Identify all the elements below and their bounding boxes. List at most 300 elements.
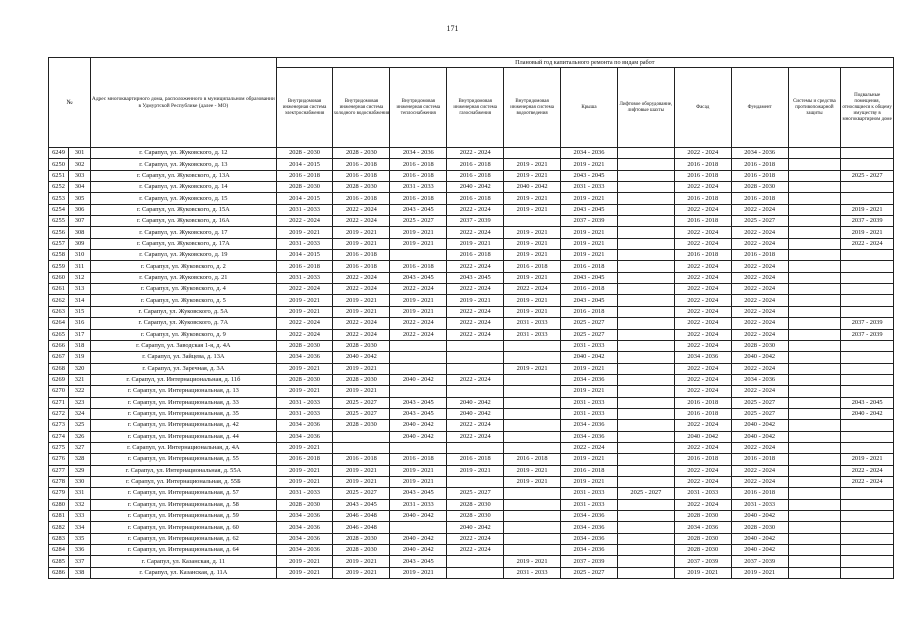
row-index: 323 xyxy=(69,397,91,408)
page-number: 171 xyxy=(446,24,459,33)
row-index: 317 xyxy=(69,329,91,340)
cell-electricity: 2028 - 2030 xyxy=(276,182,333,193)
row-address: г. Сарапул, ул. Жуковского, д. 14 xyxy=(91,182,276,193)
row-index: 324 xyxy=(69,408,91,419)
row-index: 316 xyxy=(69,318,91,329)
cell-fire xyxy=(788,386,841,397)
cell-premises xyxy=(841,567,894,578)
table-row xyxy=(49,408,894,419)
cell-drainage xyxy=(504,374,561,385)
cell-premises xyxy=(841,340,894,351)
cell-electricity: 2019 - 2021 xyxy=(276,386,333,397)
cell-gas xyxy=(447,340,504,351)
table-row xyxy=(49,363,894,374)
cell-foundation: 2022 - 2024 xyxy=(731,465,788,476)
row-index: 308 xyxy=(69,227,91,238)
cell-gas: 2019 - 2021 xyxy=(447,238,504,249)
cell-cold-water: 2022 - 2024 xyxy=(333,272,390,283)
cell-drainage xyxy=(504,216,561,227)
cell-foundation: 2037 - 2039 xyxy=(731,556,788,567)
table-row xyxy=(49,329,894,340)
cell-heat: 2040 - 2042 xyxy=(390,533,447,544)
row-address: г. Сарапул, ул. Интернациональная, д. 57 xyxy=(91,488,276,499)
cell-facade: 2028 - 2030 xyxy=(674,511,731,522)
cell-elevator xyxy=(617,238,674,249)
row-address: г. Сарапул, ул. Интернациональная, д. 13 xyxy=(91,386,276,397)
row-index: 320 xyxy=(69,363,91,374)
cell-heat: 2040 - 2042 xyxy=(390,545,447,556)
cell-facade: 2028 - 2030 xyxy=(674,545,731,556)
cell-gas: 2016 - 2018 xyxy=(447,193,504,204)
cell-drainage xyxy=(504,352,561,363)
cell-fire xyxy=(788,250,841,261)
cell-roof: 2034 - 2036 xyxy=(561,511,618,522)
cell-gas: 2022 - 2024 xyxy=(447,148,504,159)
cell-facade: 2031 - 2033 xyxy=(674,488,731,499)
cell-facade: 2028 - 2030 xyxy=(674,533,731,544)
row-number: 6266 xyxy=(49,340,69,351)
cell-drainage xyxy=(504,420,561,431)
cell-gas: 2016 - 2018 xyxy=(447,159,504,170)
cell-gas: 2022 - 2024 xyxy=(447,261,504,272)
cell-premises: 2022 - 2024 xyxy=(841,465,894,476)
row-index: 301 xyxy=(69,148,91,159)
row-number: 6259 xyxy=(49,261,69,272)
cell-cold-water: 2043 - 2045 xyxy=(333,499,390,510)
row-number: 6270 xyxy=(49,386,69,397)
cell-drainage xyxy=(504,148,561,159)
column-header-elevator: Лифтовое оборудование, лифтовые шахты xyxy=(617,68,674,148)
cell-elevator xyxy=(617,204,674,215)
cell-heat: 2016 - 2018 xyxy=(390,261,447,272)
cell-cold-water: 2019 - 2021 xyxy=(333,306,390,317)
row-number: 6276 xyxy=(49,454,69,465)
cell-foundation: 2022 - 2024 xyxy=(731,318,788,329)
cell-cold-water: 2022 - 2024 xyxy=(333,204,390,215)
table-row xyxy=(49,182,894,193)
cell-elevator xyxy=(617,170,674,181)
cell-fire xyxy=(788,306,841,317)
cell-electricity: 2028 - 2030 xyxy=(276,499,333,510)
cell-gas: 2040 - 2042 xyxy=(447,522,504,533)
cell-electricity: 2019 - 2021 xyxy=(276,476,333,487)
cell-roof: 2034 - 2036 xyxy=(561,533,618,544)
cell-electricity: 2031 - 2033 xyxy=(276,397,333,408)
cell-cold-water: 2040 - 2042 xyxy=(333,352,390,363)
cell-facade: 2016 - 2018 xyxy=(674,250,731,261)
cell-fire xyxy=(788,465,841,476)
cell-heat xyxy=(390,340,447,351)
cell-premises xyxy=(841,556,894,567)
cell-foundation: 2016 - 2018 xyxy=(731,250,788,261)
row-address: г. Сарапул, ул. Жуковского, д. 15А xyxy=(91,204,276,215)
cell-foundation: 2022 - 2024 xyxy=(731,272,788,283)
cell-premises xyxy=(841,272,894,283)
cell-foundation: 2022 - 2024 xyxy=(731,329,788,340)
row-number: 6286 xyxy=(49,567,69,578)
cell-roof: 2034 - 2036 xyxy=(561,431,618,442)
cell-electricity: 2034 - 2036 xyxy=(276,352,333,363)
cell-facade: 2022 - 2024 xyxy=(674,238,731,249)
cell-roof: 2034 - 2036 xyxy=(561,420,618,431)
cell-cold-water: 2022 - 2024 xyxy=(333,318,390,329)
cell-elevator xyxy=(617,511,674,522)
cell-drainage: 2022 - 2024 xyxy=(504,284,561,295)
row-index: 304 xyxy=(69,182,91,193)
row-index: 330 xyxy=(69,476,91,487)
row-number: 6261 xyxy=(49,284,69,295)
cell-elevator xyxy=(617,182,674,193)
cell-roof: 2034 - 2036 xyxy=(561,148,618,159)
row-index: 310 xyxy=(69,250,91,261)
cell-foundation: 2028 - 2030 xyxy=(731,182,788,193)
row-number: 6258 xyxy=(49,250,69,261)
cell-facade: 2016 - 2018 xyxy=(674,193,731,204)
row-address: г. Сарапул, ул. Казанская, д. 11А xyxy=(91,567,276,578)
cell-fire xyxy=(788,556,841,567)
cell-foundation: 2040 - 2042 xyxy=(731,431,788,442)
row-address: г. Сарапул, ул. Жуковского, д. 12 xyxy=(91,148,276,159)
cell-drainage: 2019 - 2021 xyxy=(504,556,561,567)
cell-elevator xyxy=(617,306,674,317)
cell-roof: 2019 - 2021 xyxy=(561,454,618,465)
cell-premises: 2037 - 2039 xyxy=(841,318,894,329)
table-row xyxy=(49,250,894,261)
row-address: г. Сарапул, ул. Интернациональная, д. 55 xyxy=(91,454,276,465)
column-header-fire: Системы и средства противопожарной защиты xyxy=(788,68,841,148)
cell-premises xyxy=(841,261,894,272)
table-row xyxy=(49,442,894,453)
cell-foundation: 2022 - 2024 xyxy=(731,386,788,397)
cell-heat: 2019 - 2021 xyxy=(390,465,447,476)
cell-gas: 2022 - 2024 xyxy=(447,318,504,329)
cell-electricity: 2016 - 2018 xyxy=(276,454,333,465)
table-row xyxy=(49,352,894,363)
row-address: г. Сарапул, ул. Жуковского, д. 4 xyxy=(91,284,276,295)
cell-electricity: 2034 - 2036 xyxy=(276,431,333,442)
cell-cold-water: 2019 - 2021 xyxy=(333,295,390,306)
cell-drainage xyxy=(504,340,561,351)
cell-premises: 2037 - 2039 xyxy=(841,216,894,227)
cell-heat: 2043 - 2045 xyxy=(390,272,447,283)
cell-fire xyxy=(788,408,841,419)
cell-roof: 2043 - 2045 xyxy=(561,204,618,215)
row-address: г. Сарапул, ул. Интернациональная, д. 60 xyxy=(91,522,276,533)
cell-facade: 2022 - 2024 xyxy=(674,261,731,272)
cell-roof: 2016 - 2018 xyxy=(561,306,618,317)
table-row xyxy=(49,556,894,567)
cell-electricity: 2014 - 2015 xyxy=(276,250,333,261)
table-row xyxy=(49,238,894,249)
row-index: 326 xyxy=(69,431,91,442)
row-index: 331 xyxy=(69,488,91,499)
cell-electricity: 2028 - 2030 xyxy=(276,340,333,351)
cell-fire xyxy=(788,193,841,204)
row-number: 6268 xyxy=(49,363,69,374)
cell-facade: 2016 - 2018 xyxy=(674,170,731,181)
cell-facade: 2037 - 2039 xyxy=(674,556,731,567)
cell-foundation: 2028 - 2030 xyxy=(731,340,788,351)
cell-electricity: 2016 - 2018 xyxy=(276,261,333,272)
cell-fire xyxy=(788,522,841,533)
cell-elevator xyxy=(617,545,674,556)
cell-drainage xyxy=(504,397,561,408)
cell-elevator xyxy=(617,284,674,295)
row-index: 329 xyxy=(69,465,91,476)
row-number: 6269 xyxy=(49,374,69,385)
cell-drainage: 2040 - 2042 xyxy=(504,182,561,193)
cell-premises: 2022 - 2024 xyxy=(841,476,894,487)
cell-gas: 2025 - 2027 xyxy=(447,488,504,499)
cell-foundation: 2019 - 2021 xyxy=(731,567,788,578)
cell-elevator xyxy=(617,318,674,329)
cell-elevator xyxy=(617,250,674,261)
cell-electricity: 2014 - 2015 xyxy=(276,159,333,170)
cell-gas xyxy=(447,363,504,374)
table-row xyxy=(49,261,894,272)
cell-premises xyxy=(841,533,894,544)
row-address: г. Сарапул, ул. Жуковского, д. 9 xyxy=(91,329,276,340)
cell-gas: 2016 - 2018 xyxy=(447,250,504,261)
cell-fire xyxy=(788,182,841,193)
cell-facade: 2016 - 2018 xyxy=(674,159,731,170)
cell-elevator xyxy=(617,148,674,159)
cell-roof: 2037 - 2039 xyxy=(561,216,618,227)
cell-elevator xyxy=(617,193,674,204)
cell-fire xyxy=(788,170,841,181)
cell-cold-water: 2019 - 2021 xyxy=(333,465,390,476)
row-address: г. Сарапул, ул. Жуковского, д. 7А xyxy=(91,318,276,329)
cell-heat: 2019 - 2021 xyxy=(390,306,447,317)
cell-gas: 2022 - 2024 xyxy=(447,533,504,544)
row-index: 333 xyxy=(69,511,91,522)
cell-roof: 2040 - 2042 xyxy=(561,352,618,363)
cell-premises xyxy=(841,159,894,170)
table-row xyxy=(49,386,894,397)
cell-drainage: 2019 - 2021 xyxy=(504,227,561,238)
table-row xyxy=(49,511,894,522)
cell-elevator xyxy=(617,340,674,351)
cell-cold-water: 2022 - 2024 xyxy=(333,216,390,227)
cell-electricity: 2034 - 2036 xyxy=(276,545,333,556)
cell-fire xyxy=(788,397,841,408)
cell-elevator xyxy=(617,476,674,487)
column-header-electricity: Внутридомовая инженерная система электроснабжения xyxy=(276,68,333,148)
cell-gas: 2019 - 2021 xyxy=(447,295,504,306)
cell-drainage xyxy=(504,499,561,510)
cell-facade: 2034 - 2036 xyxy=(674,352,731,363)
cell-fire xyxy=(788,533,841,544)
cell-premises xyxy=(841,442,894,453)
cell-elevator xyxy=(617,329,674,340)
cell-heat: 2043 - 2045 xyxy=(390,204,447,215)
cell-drainage xyxy=(504,431,561,442)
cell-heat xyxy=(390,250,447,261)
cell-cold-water: 2028 - 2030 xyxy=(333,182,390,193)
cell-drainage: 2019 - 2021 xyxy=(504,295,561,306)
cell-premises xyxy=(841,250,894,261)
cell-gas: 2040 - 2042 xyxy=(447,397,504,408)
cell-heat: 2019 - 2021 xyxy=(390,238,447,249)
cell-gas xyxy=(447,352,504,363)
row-index: 311 xyxy=(69,261,91,272)
cell-gas: 2022 - 2024 xyxy=(447,545,504,556)
cell-fire xyxy=(788,329,841,340)
cell-facade: 2022 - 2024 xyxy=(674,363,731,374)
cell-gas: 2019 - 2021 xyxy=(447,465,504,476)
row-number: 6257 xyxy=(49,238,69,249)
cell-cold-water: 2016 - 2018 xyxy=(333,261,390,272)
cell-foundation: 2022 - 2024 xyxy=(731,306,788,317)
cell-drainage: 2031 - 2033 xyxy=(504,567,561,578)
cell-electricity: 2031 - 2033 xyxy=(276,204,333,215)
cell-cold-water: 2019 - 2021 xyxy=(333,556,390,567)
row-address: г. Сарапул, ул. Интернациональная, д. 42 xyxy=(91,420,276,431)
cell-foundation: 2022 - 2024 xyxy=(731,476,788,487)
row-address: г. Сарапул, ул. Жуковского, д. 5А xyxy=(91,306,276,317)
row-address: г. Сарапул, ул. Зайцева, д. 13А xyxy=(91,352,276,363)
row-address: г. Сарапул, ул. Жуковского, д. 13 xyxy=(91,159,276,170)
row-index: 321 xyxy=(69,374,91,385)
cell-heat: 2019 - 2021 xyxy=(390,295,447,306)
row-index: 327 xyxy=(69,442,91,453)
cell-roof: 2016 - 2018 xyxy=(561,465,618,476)
row-number: 6283 xyxy=(49,533,69,544)
cell-electricity: 2022 - 2024 xyxy=(276,216,333,227)
row-index: 318 xyxy=(69,340,91,351)
cell-fire xyxy=(788,295,841,306)
cell-electricity: 2019 - 2021 xyxy=(276,442,333,453)
cell-elevator xyxy=(617,533,674,544)
cell-facade: 2022 - 2024 xyxy=(674,499,731,510)
cell-foundation: 2034 - 2036 xyxy=(731,374,788,385)
cell-foundation: 2022 - 2024 xyxy=(731,238,788,249)
cell-heat: 2022 - 2024 xyxy=(390,318,447,329)
cell-facade: 2022 - 2024 xyxy=(674,227,731,238)
row-number: 6264 xyxy=(49,318,69,329)
cell-cold-water: 2016 - 2018 xyxy=(333,250,390,261)
table-row xyxy=(49,216,894,227)
cell-fire xyxy=(788,227,841,238)
row-number: 6284 xyxy=(49,545,69,556)
cell-gas: 2022 - 2024 xyxy=(447,329,504,340)
cell-roof: 2019 - 2021 xyxy=(561,363,618,374)
cell-elevator xyxy=(617,374,674,385)
row-index: 336 xyxy=(69,545,91,556)
row-address: г. Сарапул, ул. Интернациональная, д. 44 xyxy=(91,431,276,442)
cell-foundation: 2016 - 2018 xyxy=(731,193,788,204)
cell-cold-water: 2016 - 2018 xyxy=(333,454,390,465)
cell-roof: 2016 - 2018 xyxy=(561,261,618,272)
row-number: 6265 xyxy=(49,329,69,340)
cell-facade: 2040 - 2042 xyxy=(674,431,731,442)
cell-electricity: 2022 - 2024 xyxy=(276,329,333,340)
cell-gas: 2028 - 2030 xyxy=(447,499,504,510)
row-address: г. Сарапул, ул. Жуковского, д. 2 xyxy=(91,261,276,272)
column-header-premises: Подвальные помещения, относящиеся к общему имуществу в многоквартирном доме xyxy=(841,68,894,148)
row-number: 6250 xyxy=(49,159,69,170)
column-header-drainage: Внутридомовая инженерная система водоотведения xyxy=(504,68,561,148)
table-row xyxy=(49,454,894,465)
row-number: 6274 xyxy=(49,431,69,442)
cell-facade: 2022 - 2024 xyxy=(674,420,731,431)
cell-drainage: 2016 - 2018 xyxy=(504,454,561,465)
cell-gas xyxy=(447,567,504,578)
row-number: 6260 xyxy=(49,272,69,283)
row-number: 6267 xyxy=(49,352,69,363)
cell-premises: 2019 - 2021 xyxy=(841,204,894,215)
cell-drainage: 2031 - 2033 xyxy=(504,329,561,340)
cell-facade: 2022 - 2024 xyxy=(674,386,731,397)
cell-foundation: 2022 - 2024 xyxy=(731,227,788,238)
row-address: г. Сарапул, ул. Жуковского, д. 16А xyxy=(91,216,276,227)
row-number: 6272 xyxy=(49,408,69,419)
cell-elevator xyxy=(617,420,674,431)
cell-gas: 2016 - 2018 xyxy=(447,170,504,181)
row-index: 322 xyxy=(69,386,91,397)
row-index: 305 xyxy=(69,193,91,204)
table-row xyxy=(49,533,894,544)
cell-foundation: 2022 - 2024 xyxy=(731,442,788,453)
table-row xyxy=(49,148,894,159)
cell-heat: 2019 - 2021 xyxy=(390,227,447,238)
row-address: г. Сарапул, ул. Казанская, д. 11 xyxy=(91,556,276,567)
cell-drainage xyxy=(504,488,561,499)
cell-fire xyxy=(788,204,841,215)
cell-elevator xyxy=(617,216,674,227)
cell-heat: 2016 - 2018 xyxy=(390,170,447,181)
row-address: г. Сарапул, ул. Интернациональная, д. 11б xyxy=(91,374,276,385)
cell-heat: 2031 - 2033 xyxy=(390,182,447,193)
cell-drainage: 2019 - 2021 xyxy=(504,193,561,204)
cell-drainage xyxy=(504,522,561,533)
cell-roof: 2037 - 2039 xyxy=(561,556,618,567)
cell-fire xyxy=(788,545,841,556)
cell-fire xyxy=(788,499,841,510)
cell-elevator xyxy=(617,363,674,374)
cell-drainage xyxy=(504,442,561,453)
cell-roof: 2019 - 2021 xyxy=(561,250,618,261)
cell-heat: 2031 - 2033 xyxy=(390,499,447,510)
cell-elevator xyxy=(617,295,674,306)
cell-elevator xyxy=(617,431,674,442)
row-index: 302 xyxy=(69,159,91,170)
cell-roof: 2031 - 2033 xyxy=(561,488,618,499)
cell-gas: 2028 - 2030 xyxy=(447,511,504,522)
cell-cold-water: 2028 - 2030 xyxy=(333,148,390,159)
table-body xyxy=(49,148,894,579)
row-index: 325 xyxy=(69,420,91,431)
table-row xyxy=(49,295,894,306)
cell-facade: 2022 - 2024 xyxy=(674,306,731,317)
cell-cold-water: 2019 - 2021 xyxy=(333,227,390,238)
table-row xyxy=(49,374,894,385)
cell-facade: 2022 - 2024 xyxy=(674,442,731,453)
cell-foundation: 2028 - 2030 xyxy=(731,522,788,533)
cell-gas: 2022 - 2024 xyxy=(447,431,504,442)
cell-foundation: 2031 - 2033 xyxy=(731,499,788,510)
cell-gas: 2022 - 2024 xyxy=(447,204,504,215)
cell-elevator xyxy=(617,159,674,170)
cell-drainage: 2019 - 2021 xyxy=(504,159,561,170)
cell-cold-water: 2028 - 2030 xyxy=(333,533,390,544)
cell-premises: 2025 - 2027 xyxy=(841,170,894,181)
cell-drainage: 2019 - 2021 xyxy=(504,306,561,317)
table-row xyxy=(49,159,894,170)
table-row xyxy=(49,476,894,487)
cell-electricity: 2034 - 2036 xyxy=(276,511,333,522)
cell-fire xyxy=(788,272,841,283)
